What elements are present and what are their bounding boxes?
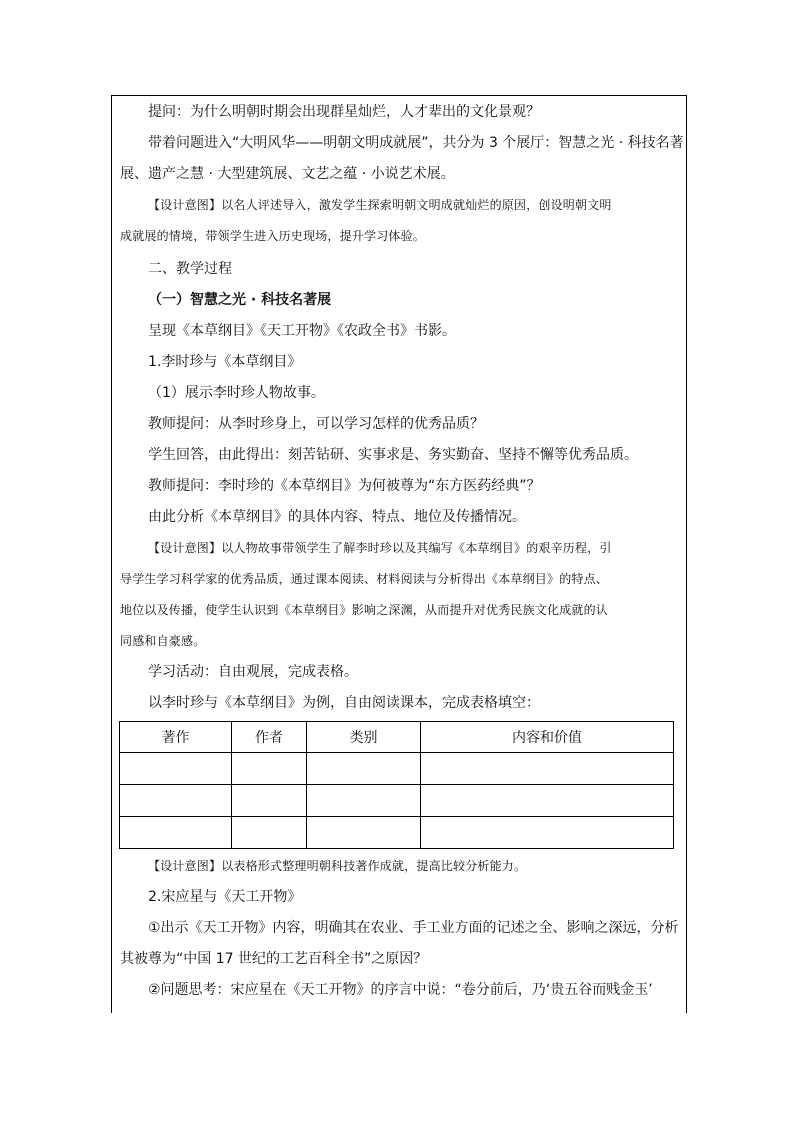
- table-cell[interactable]: [120, 785, 232, 817]
- table-header-cell: 内容和价值: [421, 722, 674, 753]
- table-row: [120, 817, 674, 849]
- paragraph-line: 展、遗产之慧 · 大型建筑展、文艺之蕴 · 小说艺术展。: [120, 166, 455, 182]
- paragraph-line: 其被尊为“中国 17 世纪的工艺百科全书”之原因？: [120, 951, 428, 967]
- paragraph-line: ①出示《天工开物》内容，明确其在农业、手工业方面的记述之全、影响之深远，分析: [148, 920, 679, 936]
- design-intent-line: 【设计意图】以表格形式整理明朝科技著作成就，提高比较分析能力。: [148, 859, 527, 873]
- section-heading: 二、教学过程: [148, 261, 232, 277]
- table-cell[interactable]: [421, 785, 674, 817]
- paragraph-line: 带着问题进入“大明风华——明朝文明成就展”，共分为 3 个展厅：智慧之光 · 科技名著: [148, 135, 684, 151]
- table-cell[interactable]: [232, 785, 307, 817]
- paragraph-line: （1）展示李时珍人物故事。: [148, 385, 325, 401]
- table-cell[interactable]: [120, 753, 232, 785]
- table-cell[interactable]: [421, 817, 674, 849]
- table-cell[interactable]: [232, 753, 307, 785]
- subsection-heading: （一）智慧之光 · 科技名著展: [148, 292, 332, 308]
- table-row: [120, 785, 674, 817]
- table-cell[interactable]: [120, 817, 232, 849]
- paragraph-line: ②问题思考：宋应星在《天工开物》的序言中说：“卷分前后，乃‘贵五谷而贱金玉’: [148, 982, 653, 998]
- table-header-cell: 类别: [307, 722, 421, 753]
- design-intent-line: 导学生学习科学家的优秀品质，通过课本阅读、材料阅读与分析得出《本草纲目》的特点、: [120, 572, 609, 586]
- fill-in-table: [119, 721, 674, 849]
- document-frame: [111, 95, 687, 1013]
- design-intent-line: 【设计意图】以人物故事带领学生了解李时珍以及其编写《本草纲目》的艰辛历程，引: [148, 541, 612, 555]
- paragraph-line: 由此分析《本草纲目》的具体内容、特点、地位及传播情况。: [148, 509, 526, 525]
- table-cell[interactable]: [232, 817, 307, 849]
- design-intent-line: 地位以及传播，使学生认识到《本草纲目》影响之深渊，从而提升对优秀民族文化成就的认: [120, 603, 609, 617]
- item-heading: 2.宋应星与《天工开物》: [148, 889, 302, 905]
- item-heading: 1.李时珍与《本草纲目》: [148, 354, 302, 370]
- design-intent-line: 【设计意图】以名人评述导入，激发学生探索明朝文明成就灿烂的原因，创设明朝文明: [148, 198, 612, 212]
- table-header-cell: 作者: [232, 722, 307, 753]
- paragraph-line: 学生回答，由此得出：刻苦钻研、实事求是、务实勤奋、坚持不懈等优秀品质。: [148, 447, 638, 463]
- table-header-row: [120, 722, 674, 753]
- table-cell[interactable]: [307, 817, 421, 849]
- table-cell[interactable]: [307, 753, 421, 785]
- design-intent-line: 成就展的情境，带领学生进入历史现场，提升学习体验。: [120, 229, 426, 243]
- table-cell[interactable]: [307, 785, 421, 817]
- paragraph-line: 教师提问：李时珍的《本草纲目》为何被尊为“东方医药经典”？: [148, 478, 541, 494]
- paragraph-line: 学习活动：自由观展，完成表格。: [148, 664, 358, 680]
- table-header-cell: 著作: [120, 722, 232, 753]
- design-intent-line: 同感和自豪感。: [120, 634, 206, 648]
- table-row: [120, 753, 674, 785]
- paragraph-line: 呈现《本草纲目》《天工开物》《农政全书》书影。: [148, 323, 456, 339]
- paragraph-line: 以李时珍与《本草纲目》为例，自由阅读课本，完成表格填空：: [148, 695, 540, 711]
- table-cell[interactable]: [421, 753, 674, 785]
- paragraph-line: 教师提问：从李时珍身上，可以学习怎样的优秀品质？: [148, 416, 484, 432]
- question-line: 提问：为什么明朝时期会出现群星灿烂，人才辈出的文化景观？: [148, 104, 540, 120]
